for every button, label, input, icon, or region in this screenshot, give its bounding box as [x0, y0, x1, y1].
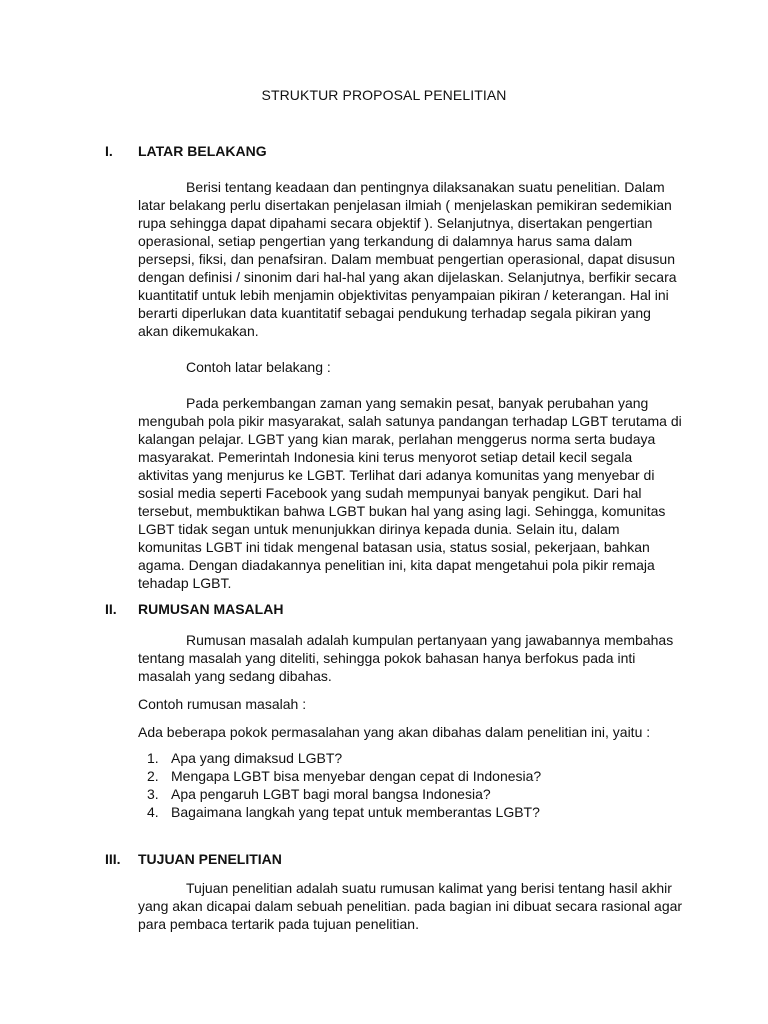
section-heading [0, 142, 768, 160]
list-number: 4. [147, 804, 159, 820]
section-title: LATAR BELAKANG [138, 143, 267, 159]
list-item [138, 749, 768, 767]
list-number: 2. [147, 768, 159, 784]
list-text: Mengapa LGBT bisa menyebar dengan cepat di Indonesia? [171, 768, 542, 784]
section-rumusan-masalah [0, 600, 768, 821]
section-number: I. [105, 143, 113, 159]
list-intro: Ada beberapa pokok permasalahan yang akan dibahas dalam penelitian ini, yaitu : [138, 724, 651, 740]
example-label: Contoh rumusan masalah : [138, 696, 307, 712]
section-tujuan-penelitian [0, 850, 768, 933]
section-number: II. [105, 601, 117, 617]
paragraph-latar-belakang-definition: Berisi tentang keadaan dan pentingnya dilaksanakan suatu penelitian. Dalam latar belakang perlu disertakan penjelasan ilmiah ( menjelaskan pemikiran sedemikian rupa sehingga dapat dipahami secara objektif ). Selanjutnya, disertakan pengertian operasional, setiap pengertian yang terkandung di dalamnya harus sama dalam persepsi, fiksi, dan penafsiran. Dalam membuat pengertian operasional, dapat disusun dengan definisi / sinonim dari hal-hal yang akan dijelaskan. Selanjutnya, berfikir secara kuantitatif untuk lebih menjamin objektivitas penyampaian pikiran / keterangan. Hal ini berarti diperlukan data kuantitatif sebagai pendukung terhadap segala pikiran yang akan dikemukakan. [138, 179, 677, 339]
section-latar-belakang [0, 142, 768, 592]
list-item [138, 803, 768, 821]
document-title: STRUKTUR PROPOSAL PENELITIAN [261, 87, 507, 103]
section-title: TUJUAN PENELITIAN [138, 851, 282, 867]
list-item [138, 767, 768, 785]
list-text: Apa pengaruh LGBT bagi moral bangsa Indonesia? [171, 786, 491, 802]
section-heading [0, 850, 768, 868]
paragraph-tujuan-penelitian-definition: Tujuan penelitian adalah suatu rumusan kalimat yang berisi tentang hasil akhir yang akan dicapai dalam sebuah penelitian. pada bagian ini dibuat secara rasional agar para pembaca tertarik pada tujuan penelitian. [138, 880, 683, 932]
list-text: Bagaimana langkah yang tepat untuk memberantas LGBT? [171, 804, 540, 820]
list-number: 1. [147, 750, 159, 766]
list-number: 3. [147, 786, 159, 802]
list-text: Apa yang dimaksud LGBT? [171, 750, 343, 766]
section-title: RUMUSAN MASALAH [138, 601, 284, 617]
paragraph-latar-belakang-example: Pada perkembangan zaman yang semakin pesat, banyak perubahan yang mengubah pola pikir masyarakat, salah satunya pandangan terhadap LGBT terutama di kalangan pelajar. LGBT yang kian marak, perlahan menggerus norma serta budaya masyarakat. Pemerintah Indonesia kini terus menyorot setiap detail kecil segala aktivitas yang menjurus ke LGBT. Terlihat dari adanya komunitas yang menyebar di sosial media seperti Facebook yang sudah mempunyai banyak pengikut. Dari hal tersebut, membuktikan bahwa LGBT bukan hal yang asing lagi. Sehingga, komunitas LGBT tidak segan untuk menunjukkan dirinya kepada dunia. Selain itu, dalam komunitas LGBT ini tidak mengenal batasan usia, status sosial, pekerjaan, bahkan agama. Dengan diadakannya penelitian ini, kita dapat mengetahui pola pikir remaja tehadap LGBT. [138, 395, 682, 591]
example-label: Contoh latar belakang : [186, 359, 331, 375]
problem-list [138, 749, 768, 821]
section-number: III. [105, 851, 121, 867]
paragraph-rumusan-masalah-definition: Rumusan masalah adalah kumpulan pertanyaan yang jawabannya membahas tentang masalah yang diteliti, sehingga pokok bahasan hanya berfokus pada inti masalah yang sedang dibahas. [138, 632, 674, 684]
section-heading [0, 600, 768, 618]
list-item [138, 785, 768, 803]
